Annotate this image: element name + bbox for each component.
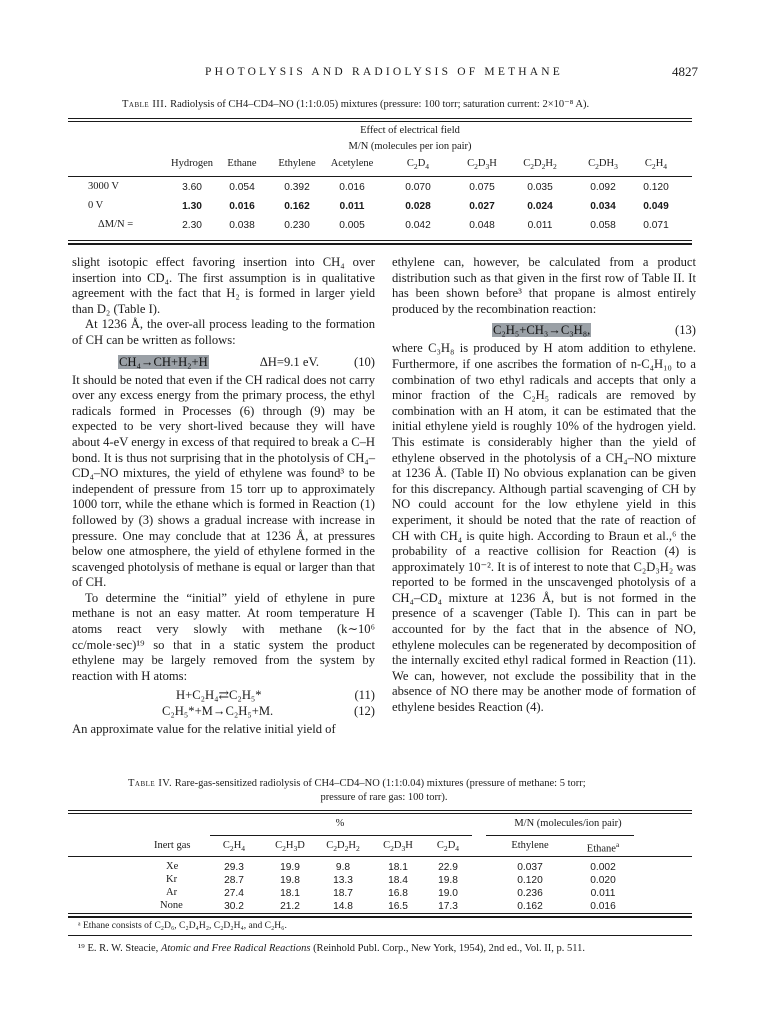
table3-cell: 0.005 [339,220,365,231]
table3-cell: 2.30 [182,220,202,231]
table3-col-header: $C_2H_4$ [644,158,668,172]
table4-cell: 19.0 [438,888,458,899]
table4-cell: 0.011 [590,888,616,899]
table4-mn-heading: M/N (molecules/ion pair) [514,818,622,829]
table4-bottom-rule-2 [68,916,692,918]
table3-cell: 0.024 [527,201,553,212]
table4-col-header: $C_2H_4$ [222,840,246,854]
table3-col-header: $C_2D_2H_2$ [523,158,557,172]
left-paragraph-4: To determine the “initial” yield of ethylene in pure methane is not an easy matter. At room temperature H atoms react very slowly with methane (k∼10⁶ cc/mole·sec)¹⁹ so that in a static system the product ethylene may be largely removed from the system by reaction with H atoms: [72,590,375,683]
table4-cell: 0.002 [590,862,616,873]
table3-row-label: 3000 V [88,181,120,192]
table3-units-heading: M/N (molecules per ion pair) [348,141,472,152]
table4-gas-label: Xe [166,861,179,872]
table4-cell: 22.9 [438,862,458,873]
table4-cell: 18.1 [388,862,408,873]
table3-cell: 0.035 [527,182,553,193]
table4-cell: 0.020 [590,875,616,886]
table4-cell: 0.162 [517,901,543,912]
equation-11: H+C₂H₄⇄C₂H₅* (11) [176,688,375,703]
table4-percent-rule [210,835,472,836]
table3-cell: 0.034 [590,201,616,212]
table3-cell: 0.075 [469,182,495,193]
table4-bottom-rule [68,913,692,914]
page-number: 4827 [672,64,698,79]
table4-cell: 0.236 [517,888,543,899]
table4-cell: 18.4 [388,875,408,886]
table4-cell: 0.037 [517,862,543,873]
table3-bottom-rule [68,240,692,241]
left-paragraph-1: slight isotopic effect favoring insertion into CH₄ over insertion into CD₄. The first assumption is in qualitative agreement with the fact that H₂ is formed in larger yield than D₂ (Table I). [72,255,375,316]
table3-cell: 0.042 [405,220,431,231]
table3-cell: 0.027 [469,201,495,212]
table3-cell: 0.028 [405,201,431,212]
table4-caption-line1: Table IV. Rare-gas-sensitized radiolysis of CH4–CD4–NO (1:1:0.04) mixtures (pressure of methane: 5 torr; [128,778,586,789]
table4-cell: 16.8 [388,888,408,899]
table3-cell: 0.092 [590,182,616,193]
table4-col-header: Ethylene [511,840,549,851]
table3-top-rule-2 [68,121,692,122]
table4-cell: 19.9 [280,862,300,873]
table3-col-header: Ethylene [278,158,316,169]
table4-col-header: $C_2D_4$ [436,840,460,854]
table3-row-label: ΔM/N = [98,219,134,230]
table3-cell: 3.60 [182,182,202,193]
table3-row-label: 0 V [88,200,104,211]
table3-col-header: Ethane [227,158,257,169]
table4-cell: 17.3 [438,901,458,912]
left-paragraph-5: An approximate value for the relative initial yield of [72,722,336,737]
table4-col-header: Ethane$^a$ [586,840,620,855]
table3-col-header: Acetylene [330,158,374,169]
table4-gas-label: Kr [166,874,178,885]
table4-cell: 13.3 [333,875,353,886]
table3-cell: 0.054 [229,182,255,193]
table3-col-header: $C_2D_4$ [406,158,430,172]
table3-cell: 1.30 [182,201,202,212]
table3-cell: 0.120 [643,182,669,193]
table4-mn-rule [486,835,634,836]
table3-col-header: $C_2DH_3$ [588,158,618,172]
table3-col-header: $C_2D_3H$ [467,158,497,172]
table3-cell: 0.038 [229,220,255,231]
table4-gas-label: Ar [166,887,178,898]
equation-10: CH₄→CH+H₂+H ΔH=9.1 eV. (10) [119,354,375,369]
table4-cell: 0.016 [590,901,616,912]
table4-cell: 19.8 [280,875,300,886]
table3-cell: 0.058 [590,220,616,231]
table4-cell: 9.8 [335,862,351,873]
table3-cell: 0.016 [229,201,255,212]
table4-col-header: $C_2H_3D$ [275,840,305,854]
right-paragraph-1: ethylene can, however, be calculated from a product distribution such as that given in the first row of Table II. It has been shown before³ that propane is almost entirely produced by the recombination reaction: [392,255,696,316]
table4-header-rule [68,856,692,857]
table3-cell: 0.049 [643,201,669,212]
table4-footnote: ᵃ Ethane consists of C₂D₆, C₂D₄H₂, C₂D₂H₄, and C₂H₆. [78,921,287,931]
table4-cell: 30.2 [224,901,244,912]
table4-percent-heading: % [335,818,345,829]
table4-cell: 28.7 [224,875,244,886]
equation-13: C₂H₅+CH₃→C₃H₈, (13) [493,323,696,338]
table4-cell: 19.8 [438,875,458,886]
table3-header-rule [68,176,692,177]
table3-cell: 0.011 [339,201,365,212]
table3-cell: 0.048 [469,220,495,231]
table3-group-heading: Effect of electrical field [360,125,460,136]
left-paragraph-3: It should be noted that even if the CH radical does not carry over any excess energy from the primary process, the ethyl radicals formed in Processes (6) through (9) may be expected to be very short-lived because they will have about 4-eV energy in excess of that required to break a C–H bond. It is thus not surprising that in the photolysis of CH₄–CD₄–NO mixtures, the yield of ethylene was found³ to be independent of pressure from 15 torr up to approximately 1000 torr, while the ethane which is formed in Reaction (1) followed by (3) shows a gradual increase with increase in pressure. One may conclude that at 1236 Å, at pressures below one atmosphere, the yield of ethylene formed in the scavenged photolysis of methane is equal or larger than that of CH. [72,372,375,590]
table4-cell: 0.120 [517,875,543,886]
table4-col-header: $C_2D_2H_2$ [326,840,360,854]
right-column [392,255,696,716]
table4-top-rule [68,810,692,811]
table3-cell: 0.071 [643,220,669,231]
table3-bottom-rule-2 [68,243,692,245]
left-column [72,255,375,738]
table3-cell: 0.070 [405,182,431,193]
table4-top-rule-2 [68,813,692,814]
table3-top-rule [68,118,692,119]
table3-cell: 0.016 [339,182,365,193]
table4-cell: 16.5 [388,901,408,912]
table4-caption-line2: pressure of rare gas: 100 torr). [320,792,448,803]
table4-cell: 21.2 [280,901,300,912]
table4-cell: 18.1 [280,888,300,899]
table3-caption: Table III. Radiolysis of CH4–CD4–NO (1:1:0.05) mixtures (pressure: 100 torr; saturation current: 2×10⁻⁸ A). [122,99,590,110]
footnote-rule [68,935,692,936]
table4-cell: 29.3 [224,862,244,873]
reference-19: ¹⁹ E. R. W. Steacie, Atomic and Free Radical Reactions (Reinhold Publ. Corp., New York, 1954), 2nd ed., Vol. II, p. 511. [78,943,585,954]
table4-gas-label: None [160,900,183,911]
table3-cell: 0.162 [284,201,310,212]
table3-cell: 0.392 [284,182,310,193]
right-paragraph-2: where C₃H₈ is produced by H atom addition to ethylene. Furthermore, if one ascribes the formation of n-C₄H₁₀ to a combination of two ethyl radicals and accepts that only a minor fraction of the C₂H₅ radicals are removed by combination with an H atom, it can be estimated that the initial ethylene yield is roughly 10% of the hydrogen yield. This estimate is considerably higher than the yield of ethylene observed in the photolysis of a CH₄–NO mixture at 1236 Å. (Table II) No obvious explanation can be given for this discrepancy. Although partial scavenging of CH by NO could account for the low ethylene yield in this experiment, it should be noted that the rate of reaction of CH with CH₄ is quite high. According to Braun et al.,⁶ the probability of a reactive collision for Reaction (4) is approximately 10⁻². It is of interest to note that C₂D₃H₂ was reported to be formed in the unscavenged photolysis of a CH₄–CD₄ mixture at 1236 Å, but is not formed in the presence of a scavenger (Table I). This can in part be accounted for by the fact that in the absence of NO, ethylene molecules can be regenerated by decomposition of the internally excited ethyl radical formed in Reaction (11). We can, however, not exclude the possibility that in the absence of NO there may be another mode of formation of ethylene besides Reaction (4). [392,341,696,715]
left-paragraph-2: At 1236 Å, the over-all process leading to the formation of CH can be written as follows: [72,317,375,347]
table3-cell: 0.011 [527,220,553,231]
table3-cell: 0.230 [284,220,310,231]
table4-cell: 14.8 [333,901,353,912]
running-title: PHOTOLYSIS AND RADIOLYSIS OF METHANE [205,66,564,78]
table4-cell: 27.4 [224,888,244,899]
table4-col-header: $C_2D_3H$ [383,840,413,854]
table4-row-header: Inert gas [154,840,191,851]
table4-cell: 18.7 [333,888,353,899]
equation-12: C₂H₅*+M→C₂H₅+M. (12) [162,704,375,719]
table3-col-header: Hydrogen [170,158,213,169]
